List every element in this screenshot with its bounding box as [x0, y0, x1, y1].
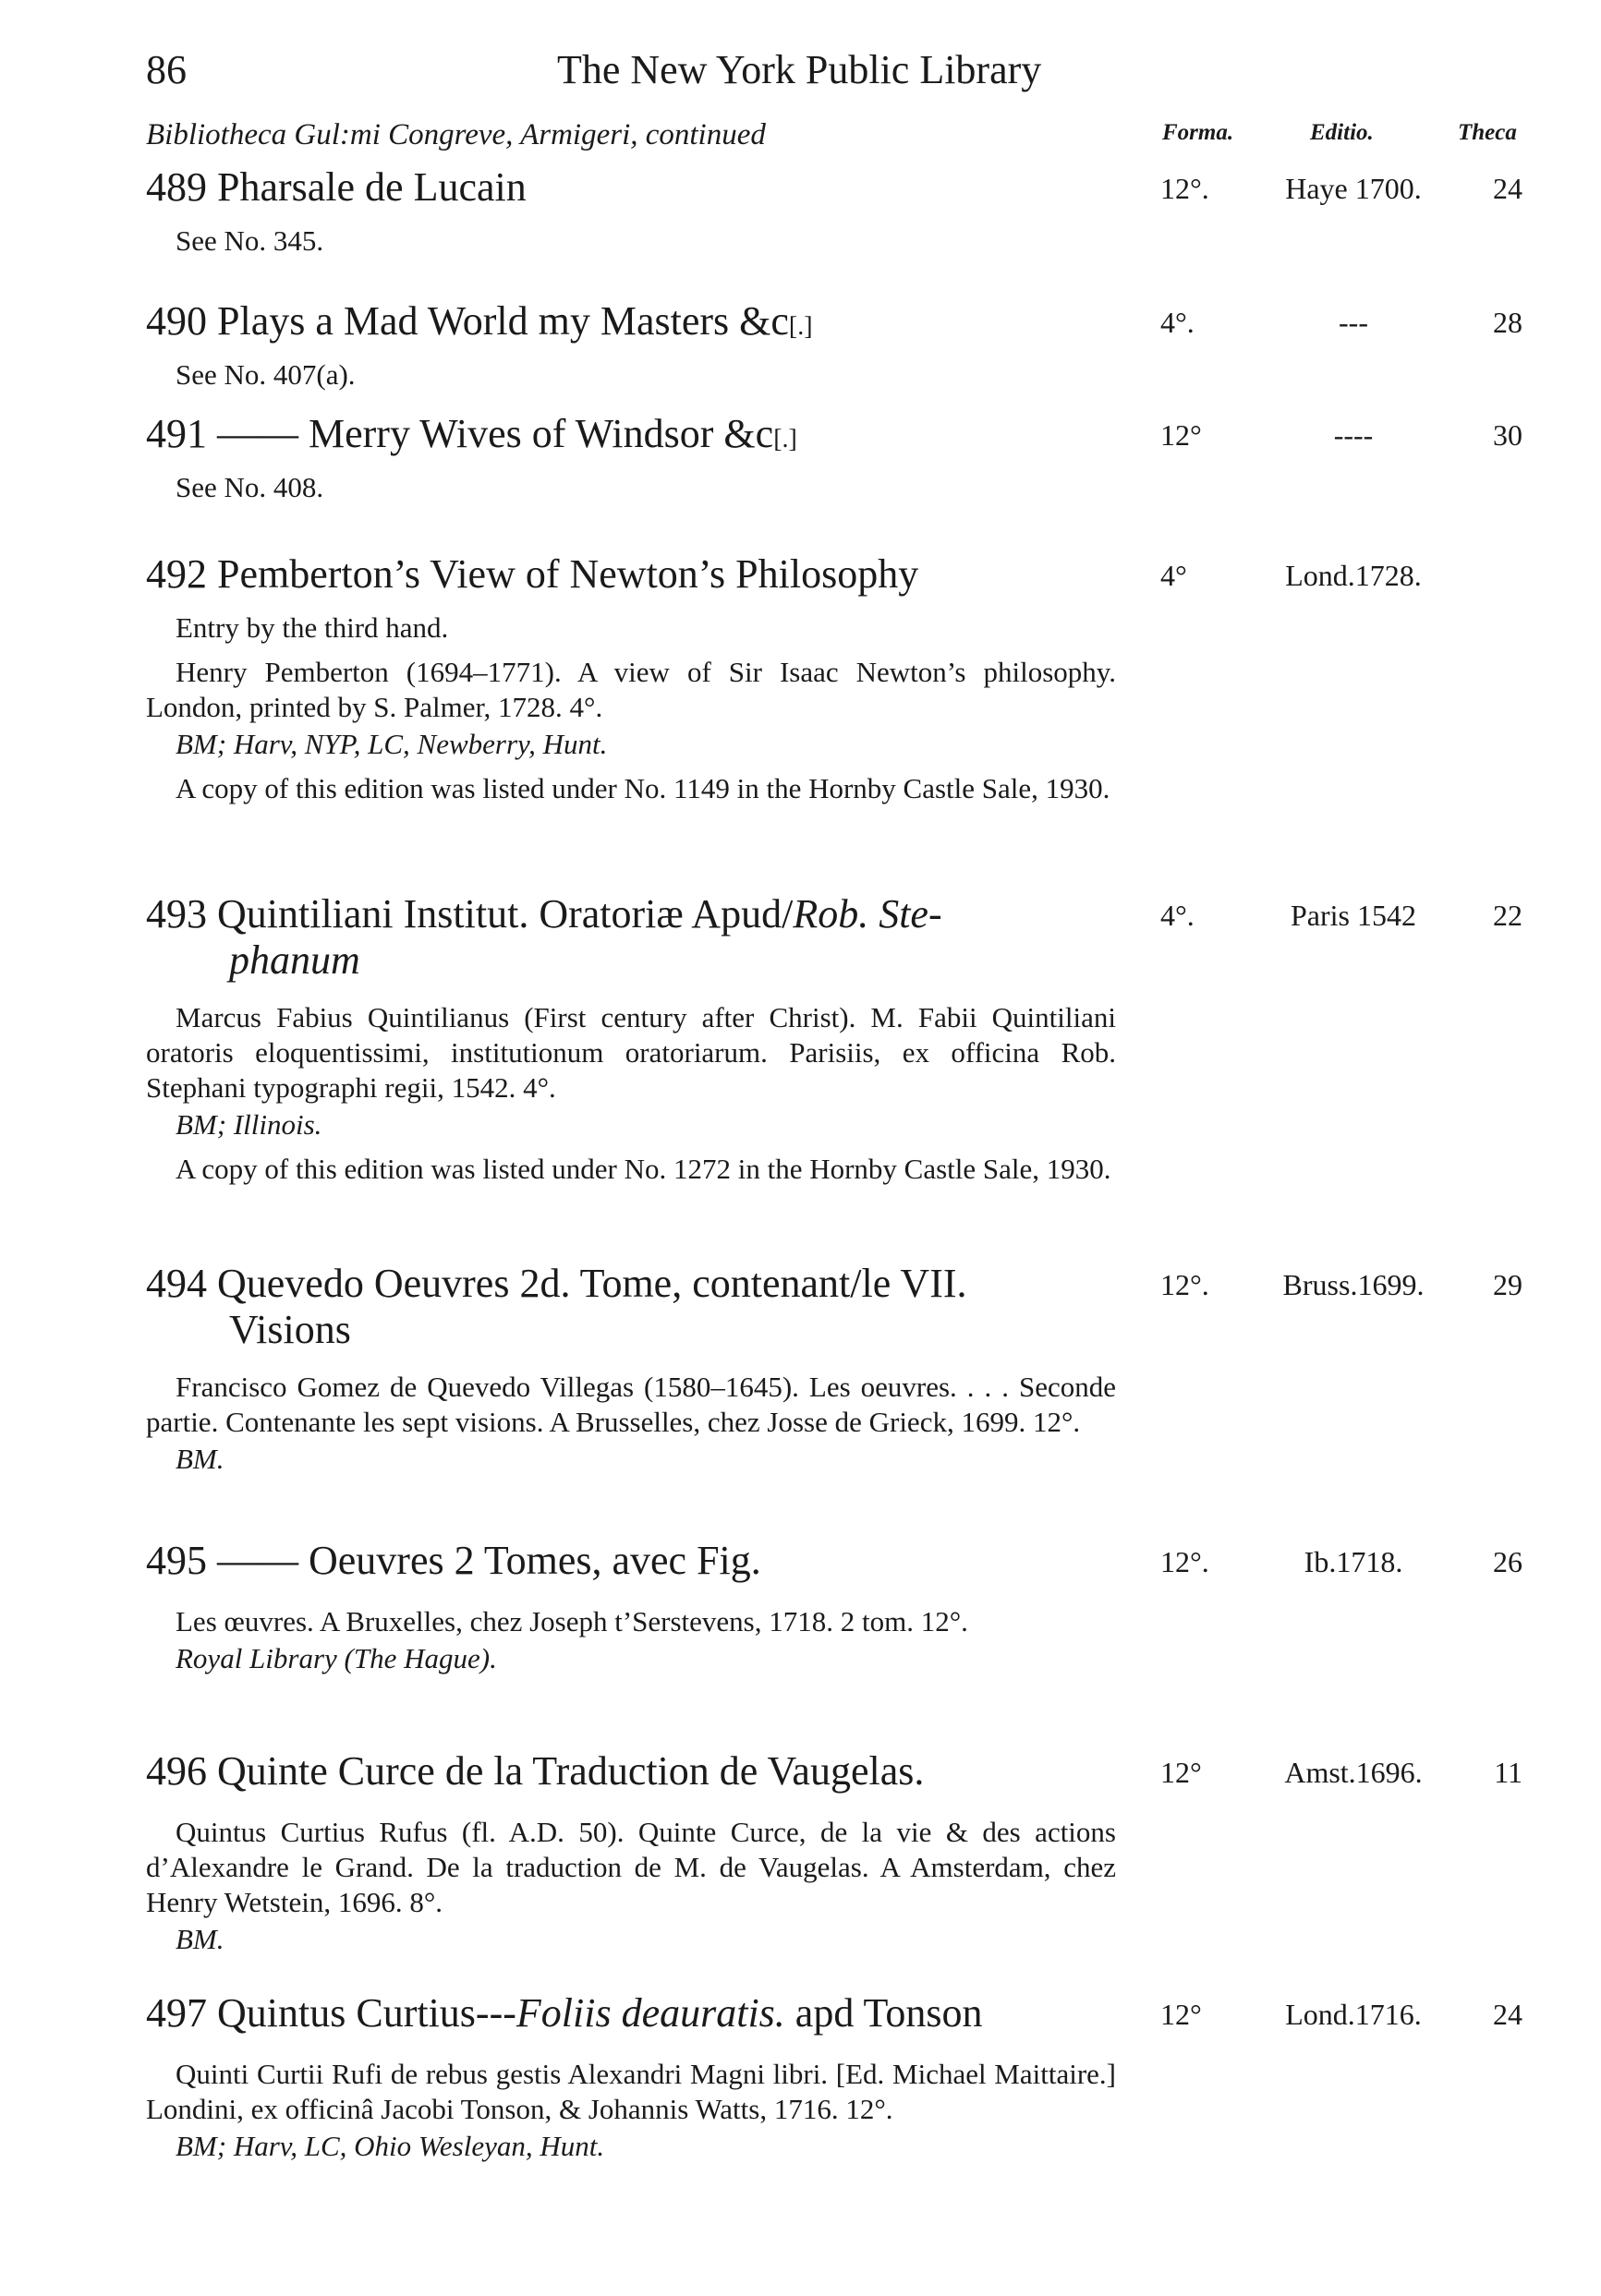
catalog-entry — [146, 1748, 1522, 1957]
entry-locations: Royal Library (The Hague). — [176, 1642, 497, 1674]
catalog-entry — [146, 1990, 1522, 2164]
entry-editio: Ib.1718. — [1304, 1545, 1403, 1578]
entry-title: 495 —— Oeuvres 2 Tomes, avec Fig. — [146, 1538, 761, 1583]
entry-editio: Paris 1542 — [1291, 899, 1416, 932]
entry-title: 491 —— Merry Wives of Windsor &c[.] — [146, 411, 797, 456]
entry-editio: ---- — [1333, 418, 1374, 452]
entry-theca: 22 — [1493, 899, 1522, 932]
entry-locations: BM; Harv, NYP, LC, Newberry, Hunt. — [176, 728, 608, 760]
column-header-editio: Editio. — [1310, 120, 1374, 145]
entry-locations: BM. — [176, 1443, 224, 1475]
entry-theca: 26 — [1493, 1545, 1522, 1578]
entry-forma: 12°. — [1160, 1268, 1209, 1301]
entry-editio: Haye 1700. — [1285, 172, 1422, 205]
entry-forma: 12°. — [1160, 1545, 1209, 1578]
entry-forma: 12° — [1160, 1998, 1202, 2031]
entry-description: Quintus Curtius Rufus (fl. A.D. 50). Quinte Curce, de la vie & des actions d’Alexandre le Grand. De la traduction de M. de Vaugelas. A Amsterdam, chez Henry Wetstein, 1696. 8°. — [146, 1816, 1116, 1918]
column-header-forma: Forma. — [1162, 120, 1234, 145]
entry-description: Francisco Gomez de Quevedo Villegas (1580–1645). Les oeuvres. . . . Seconde partie. Contenante les sept visions. A Brusselles, chez Josse de Grieck, 1699. 12°. — [146, 1371, 1116, 1438]
entry-title: 493 Quintiliani Institut. Oratoriæ Apud/Rob. Ste- phanum — [146, 891, 942, 983]
entry-forma: 4°. — [1160, 899, 1195, 932]
entry-forma: 12°. — [1160, 172, 1209, 205]
entry-locations: BM; Harv, LC, Ohio Wesleyan, Hunt. — [176, 2130, 605, 2162]
entry-theca: 24 — [1493, 172, 1522, 205]
entry-title: 492 Pemberton’s View of Newton’s Philosophy — [146, 551, 919, 597]
catalog-entry — [146, 1538, 1522, 1676]
entry-description: Les œuvres. A Bruxelles, chez Joseph t’Serstevens, 1718. 2 tom. 12°. — [176, 1605, 968, 1637]
entry-title: 489 Pharsale de Lucain — [146, 164, 527, 210]
entry-description: Quinti Curtii Rufi de rebus gestis Alexandri Magni libri. [Ed. Michael Maittaire.] Londini, ex officinâ Jacobi Tonson, & Johannis Watts, 1716. 12°. — [146, 2058, 1116, 2125]
entry-sale-note: A copy of this edition was listed under No. 1272 in the Hornby Castle Sale, 1930. — [176, 1153, 1111, 1185]
entry-theca: 24 — [1493, 1998, 1522, 2031]
entry-forma: 4° — [1160, 559, 1187, 592]
running-head — [146, 46, 1130, 102]
entry-editio: Amst.1696. — [1284, 1756, 1423, 1789]
entry-note: Entry by the third hand. — [176, 611, 449, 644]
entry-editio: Bruss.1699. — [1282, 1268, 1425, 1301]
entry-note: See No. 345. — [176, 224, 324, 257]
entry-theca: 28 — [1493, 306, 1522, 339]
column-header-theca: Theca — [1458, 120, 1517, 145]
entry-title: 490 Plays a Mad World my Masters &c[.] — [146, 298, 813, 344]
entry-editio: Lond.1716. — [1285, 1998, 1422, 2031]
entry-theca: 11 — [1494, 1756, 1522, 1789]
entry-description: Marcus Fabius Quintilianus (First century after Christ). M. Fabii Quintiliani oratoris eloquentissimi, institutionum oratoriarum. Parisiis, ex officina Rob. Stephani typographi regii, 1542. 4°. — [146, 1001, 1116, 1104]
column-headers — [146, 118, 1522, 155]
page-title: The New York Public Library — [557, 47, 1042, 92]
entry-theca: 30 — [1493, 418, 1522, 452]
entry-locations: BM; Illinois. — [176, 1108, 322, 1141]
entry-forma: 4°. — [1160, 306, 1195, 339]
entry-note: See No. 408. — [176, 471, 324, 503]
catalog-entry — [146, 551, 1522, 806]
catalog-entry — [146, 411, 1522, 505]
catalog-entry — [146, 298, 1522, 393]
entry-title: 497 Quintus Curtius---Foliis deauratis. apd Tonson — [146, 1990, 983, 2036]
catalog-entry — [146, 164, 1522, 259]
entry-theca: 29 — [1493, 1268, 1522, 1301]
catalog-entry — [146, 1261, 1522, 1477]
entry-editio: Lond.1728. — [1285, 559, 1422, 592]
running-subhead: Bibliotheca Gul:mi Congreve, Armigeri, continued — [146, 118, 766, 151]
entry-title: 494 Quevedo Oeuvres 2d. Tome, contenant/le VII. Visions — [146, 1261, 967, 1352]
entry-title: 496 Quinte Curce de la Traduction de Vaugelas. — [146, 1748, 925, 1794]
entry-sale-note: A copy of this edition was listed under No. 1149 in the Hornby Castle Sale, 1930. — [176, 772, 1110, 804]
catalog-entry — [146, 891, 1522, 1187]
entry-forma: 12° — [1160, 418, 1202, 452]
page-number: 86 — [146, 47, 187, 92]
entry-forma: 12° — [1160, 1756, 1202, 1789]
entry-locations: BM. — [176, 1923, 224, 1955]
entry-description: Henry Pemberton (1694–1771). A view of Sir Isaac Newton’s philosophy. London, printed by S. Palmer, 1728. 4°. — [146, 656, 1116, 723]
entry-note: See No. 407(a). — [176, 358, 356, 391]
entry-editio: --- — [1339, 306, 1368, 339]
